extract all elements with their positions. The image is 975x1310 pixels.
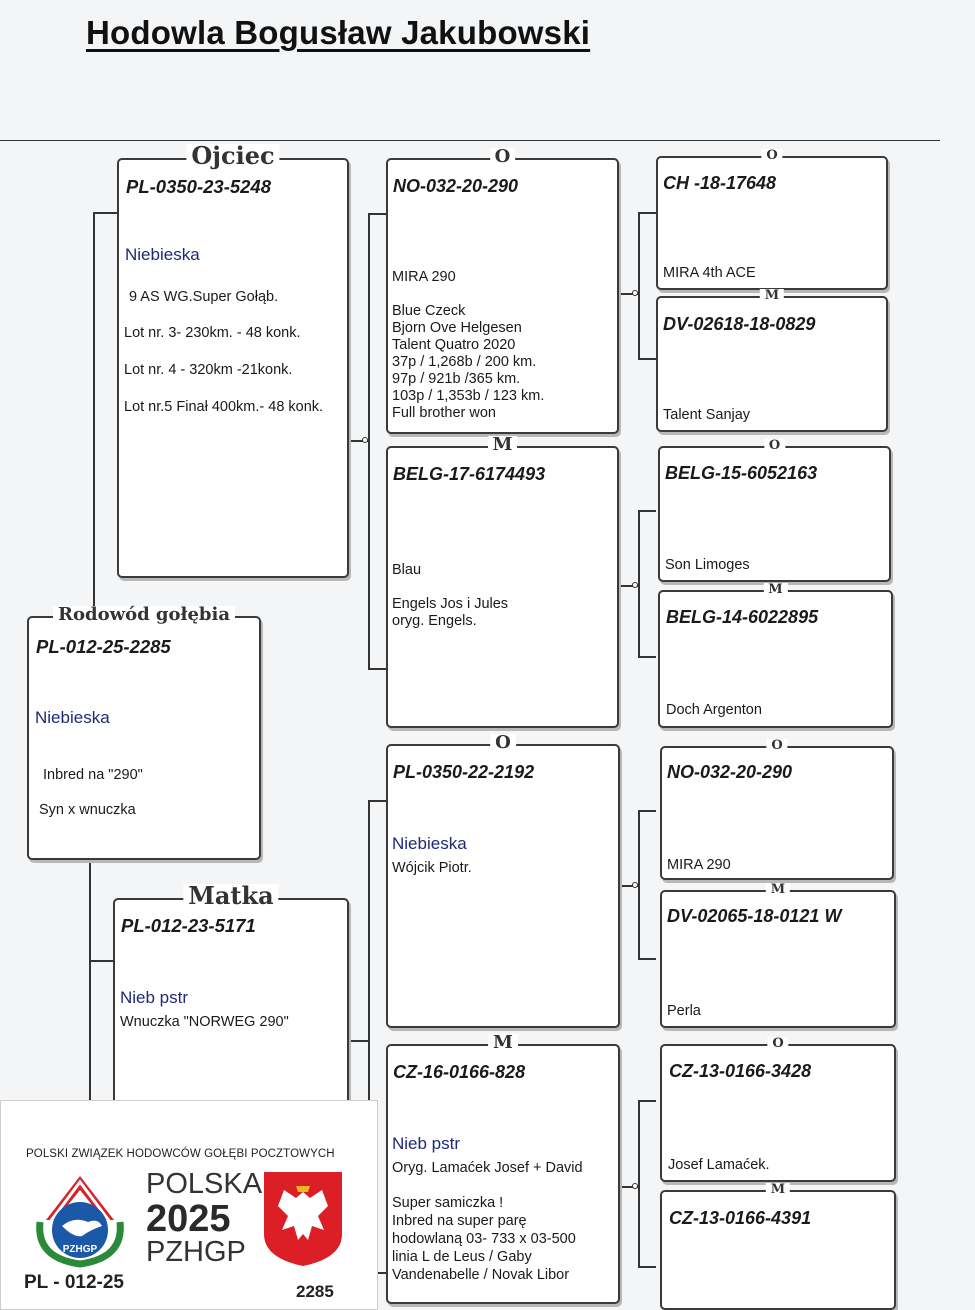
mfm-heading: M xyxy=(766,883,790,896)
mm-heading: M xyxy=(488,1034,518,1052)
father-note: Lot nr. 4 - 320km -21konk. xyxy=(124,362,293,378)
connector-line xyxy=(638,1100,656,1102)
ff-note: 103p / 1,353b / 123 km. xyxy=(392,388,545,404)
header-divider xyxy=(0,140,940,141)
connector-line xyxy=(93,212,95,616)
father-color: Niebieska xyxy=(125,245,200,264)
mother-ring-number: PL-012-23-5171 xyxy=(121,915,256,936)
father-note: Lot nr.5 Finał 400km.- 48 konk. xyxy=(124,399,324,415)
subject-color: Niebieska xyxy=(35,708,110,727)
fm-note: oryg. Engels. xyxy=(392,613,477,629)
fm-heading: M xyxy=(488,436,518,454)
card-number: 2285 xyxy=(296,1282,334,1301)
card-country: POLSKA xyxy=(146,1168,263,1200)
fm-box xyxy=(386,434,619,728)
fff-note: MIRA 4th ACE xyxy=(663,265,756,281)
connector-line xyxy=(638,510,656,512)
fmm-heading: M xyxy=(763,583,787,596)
connector-line xyxy=(638,810,640,960)
connector-line xyxy=(638,212,640,360)
fmm-ring-number: BELG-14-6022895 xyxy=(666,607,819,627)
connector-line xyxy=(638,1100,640,1268)
ffm-ring-number: DV-02618-18-0829 xyxy=(663,314,816,334)
mm-note: Inbred na super parę xyxy=(392,1213,527,1229)
subject-ring-number: PL-012-25-2285 xyxy=(36,636,171,657)
fmf-note: Son Limoges xyxy=(665,557,750,573)
connector-line xyxy=(93,212,119,214)
connector-line xyxy=(638,212,656,214)
connector-line xyxy=(368,213,370,670)
fmm-note: Doch Argenton xyxy=(666,702,762,718)
pzhgp-logo-icon xyxy=(26,1160,134,1268)
mm-color: Nieb pstr xyxy=(392,1134,461,1153)
ff-note: 97p / 921b /365 km. xyxy=(392,371,521,387)
card-year: 2025 xyxy=(146,1198,231,1240)
subject-note: Syn x wnuczka xyxy=(39,802,136,818)
fm-ring-number: BELG-17-6174493 xyxy=(393,464,546,484)
ff-note: Bjorn Ove Helgesen xyxy=(392,320,522,336)
fmf-heading: O xyxy=(764,439,785,452)
ff-note: Blue Czeck xyxy=(392,303,466,319)
mmm-heading: M xyxy=(766,1183,790,1196)
mother-color: Nieb pstr xyxy=(120,988,189,1007)
mf-heading: O xyxy=(490,734,516,752)
card-org-name: POLSKI ZWIĄZEK HODOWCÓW GOŁĘBI POCZTOWYCH xyxy=(26,1148,335,1160)
ff-ring-number: NO-032-20-290 xyxy=(393,176,519,196)
mff-note: MIRA 290 xyxy=(667,857,731,873)
subject-note: Inbred na "290" xyxy=(43,767,143,783)
mff-ring-number: NO-032-20-290 xyxy=(667,762,793,782)
mf-note: Wójcik Piotr. xyxy=(392,860,472,876)
connector-line xyxy=(638,358,656,360)
polish-eagle-emblem-icon xyxy=(260,1168,346,1268)
mmf-ring-number: CZ-13-0166-3428 xyxy=(669,1061,812,1081)
page-title: Hodowla Bogusław Jakubowski xyxy=(86,14,591,51)
connector-line xyxy=(638,1266,656,1268)
mf-color: Niebieska xyxy=(392,834,467,853)
mm-note: hodowlaną 03- 733 x 03-500 xyxy=(392,1231,576,1247)
fm-note: Engels Jos i Jules xyxy=(392,596,509,612)
connector-line xyxy=(638,510,640,658)
mother-note: Wnuczka "NORWEG 290" xyxy=(120,1014,289,1030)
connector-line xyxy=(348,1040,368,1042)
ffm-note: Talent Sanjay xyxy=(663,407,751,423)
fff-heading: O xyxy=(761,149,782,162)
fmf-ring-number: BELG-15-6052163 xyxy=(665,463,818,483)
subject-heading: Rodowód gołębia xyxy=(53,606,235,624)
mfm-ring-number: DV-02065-18-0121 W xyxy=(667,906,842,926)
father-ring-number: PL-0350-23-5248 xyxy=(126,176,272,197)
father-note: 9 AS WG.Super Gołąb. xyxy=(129,289,279,305)
mf-ring-number: PL-0350-22-2192 xyxy=(393,762,535,782)
mm-note: Super samiczka ! xyxy=(392,1195,504,1211)
card-abbr: PZHGP xyxy=(146,1236,246,1268)
ffm-heading: M xyxy=(760,289,784,302)
mf-box xyxy=(386,732,620,1028)
mmf-note: Josef Lamaćek. xyxy=(668,1157,770,1173)
connector-line xyxy=(368,800,386,802)
mfm-note: Perla xyxy=(667,1003,701,1019)
mm-note: linia L de Leus / Gaby xyxy=(392,1249,532,1265)
mm-ring-number: CZ-16-0166-828 xyxy=(393,1062,526,1082)
card-ring-number: PL - 012-25 xyxy=(24,1272,124,1293)
ff-note: 37p / 1,268b / 200 km. xyxy=(392,354,537,370)
ff-note: Full brother won xyxy=(392,405,496,421)
mother-heading: Matka xyxy=(183,884,278,908)
logo-text: PZHGP xyxy=(62,1244,98,1255)
ff-note: Talent Quatro 2020 xyxy=(392,337,516,353)
mmf-heading: O xyxy=(767,1037,788,1050)
connector-line xyxy=(368,213,386,215)
connector-line xyxy=(368,668,386,670)
fff-ring-number: CH -18-17648 xyxy=(663,173,777,193)
connector-line xyxy=(638,656,656,658)
mm-note: Oryg. Lamaćek Josef + David xyxy=(392,1160,583,1176)
father-note: Lot nr. 3- 230km. - 48 konk. xyxy=(124,325,301,341)
ff-heading: O xyxy=(490,148,516,166)
mm-note: Vandenabelle / Novak Libor xyxy=(392,1267,570,1283)
connector-line xyxy=(89,960,115,962)
ff-note: MIRA 290 xyxy=(392,269,456,285)
father-heading: Ojciec xyxy=(186,144,279,168)
fm-note: Blau xyxy=(392,562,422,578)
connector-line xyxy=(89,858,91,1108)
mmm-ring-number: CZ-13-0166-4391 xyxy=(669,1208,812,1228)
connector-line xyxy=(638,958,656,960)
mff-heading: O xyxy=(766,739,787,752)
connector-line xyxy=(638,810,656,812)
